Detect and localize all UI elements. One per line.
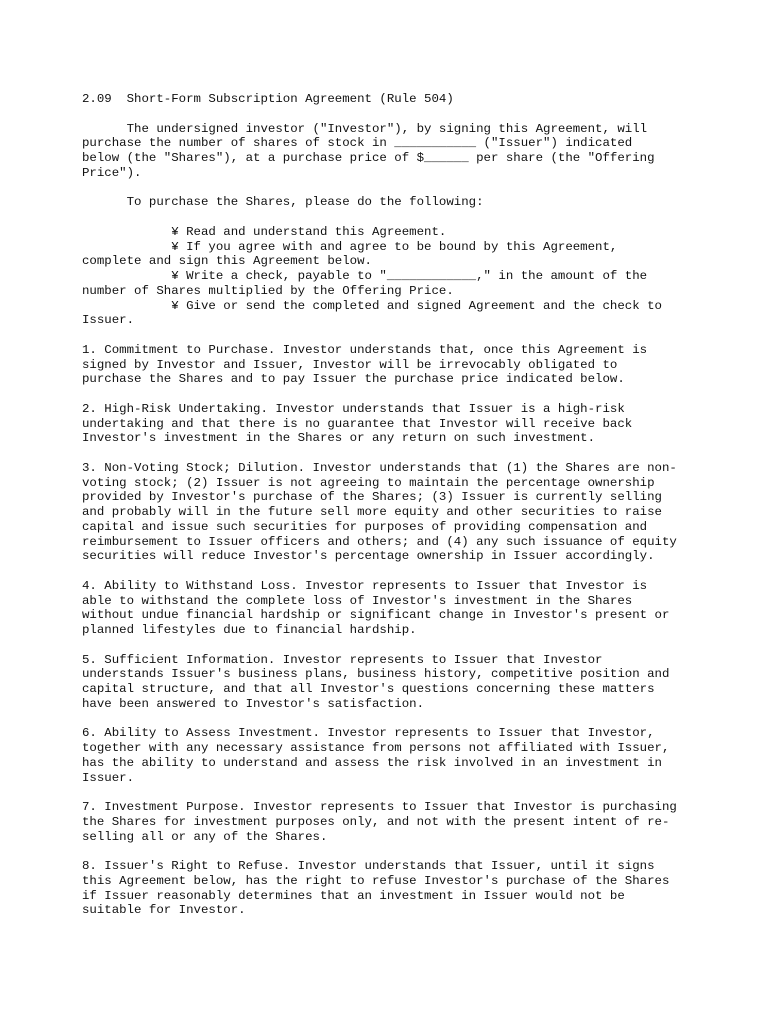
spacer [82,712,742,727]
section-line: voting stock; (2) Issuer is not agreeing to maintain the percentage ownership [82,475,655,490]
instruction-line: number of Shares multiplied by the Offering Price. [82,283,454,298]
section-line: planned lifestyles due to financial hardship. [82,623,417,637]
section-line: able to withstand the complete loss of Investor's investment in the Shares [82,593,633,608]
spacer [82,328,742,343]
section-line: capital structure, and that all Investor's questions concerning these matters [82,682,655,696]
section-line: capital and issue such securities for purposes of providing compensation and [82,519,648,534]
spacer [82,446,742,461]
section-4-withstand-loss [82,579,742,638]
section-line: the Shares for investment purposes only, and not with the present intent of re- [82,814,670,829]
section-3-non-voting [82,461,742,564]
section-line: if Issuer reasonably determines that an investment in Issuer would not be [82,888,625,903]
spacer [82,785,742,800]
spacer [82,844,742,859]
section-6-assess-investment [82,726,742,785]
section-line: purchase the Shares and to pay Issuer the purchase price indicated below. [82,372,625,387]
intro-line: The undersigned investor ("Investor"), by signing this Agreement, will [82,121,648,136]
section-2-high-risk [82,402,742,446]
intro-line: Price"). [82,165,142,180]
spacer [82,564,742,579]
section-1-commitment [82,343,742,387]
section-line: together with any necessary assistance from persons not affiliated with Issuer, [82,741,670,755]
instruction-line: ¥ Give or send the completed and signed Agreement and the check to [82,298,662,313]
section-line: has the ability to understand and assess the risk involved in an investment in [82,755,662,770]
section-line: 6. Ability to Assess Investment. Investor represents to Issuer that Investor, [82,726,655,741]
section-line: selling all or any of the Shares. [82,829,328,844]
section-line: provided by Investor's purchase of the Shares; (3) Issuer is currently selling [82,490,662,505]
section-line: 7. Investment Purpose. Investor represents to Issuer that Investor is purchasing [82,800,677,814]
instructions-lead: To purchase the Shares, please do the following: [82,195,484,210]
section-line: reimbursement to Issuer officers and others; and (4) any such issuance of equity [82,534,677,549]
spacer [82,107,742,122]
instruction-line: complete and sign this Agreement below. [82,254,372,269]
section-line: 8. Issuer's Right to Refuse. Investor understands that Issuer, until it signs [82,859,655,873]
spacer [82,638,742,653]
intro-line: below (the "Shares"), at a purchase price of $______ per share (the "Offering [82,151,655,165]
section-line: without undue financial hardship or significant change in Investor's present or [82,608,670,623]
section-line: 4. Ability to Withstand Loss. Investor represents to Issuer that Investor is [82,578,648,593]
instruction-line: ¥ Write a check, payable to "____________," in the amount of the [82,269,648,283]
section-5-sufficient-information [82,653,742,712]
instruction-line: ¥ Read and understand this Agreement. [82,224,447,239]
section-line: 1. Commitment to Purchase. Investor understands that, once this Agreement is [82,342,648,357]
spacer [82,387,742,402]
section-line: signed by Investor and Issuer, Investor will be irrevocably obligated to [82,357,618,372]
document-heading: 2.09 Short-Form Subscription Agreement (Rule 504) [82,92,454,106]
section-line: 5. Sufficient Information. Investor represents to Issuer that Investor [82,652,603,667]
section-line: and probably will in the future sell more equity and other securities to raise [82,505,662,519]
instruction-line: Issuer. [82,313,135,328]
section-line: undertaking and that there is no guarantee that Investor will receive back [82,416,633,431]
section-line: 3. Non-Voting Stock; Dilution. Investor understands that (1) the Shares are non- [82,460,677,475]
instruction-line: ¥ If you agree with and agree to be bound by this Agreement, [82,239,618,254]
spacer [82,210,742,225]
section-line: understands Issuer's business plans, business history, competitive position and [82,667,670,682]
intro-line: purchase the number of shares of stock in ___________ ("Issuer") indicated [82,136,633,151]
section-line: have been answered to Investor's satisfaction. [82,696,425,711]
section-line: 2. High-Risk Undertaking. Investor understands that Issuer is a high-risk [82,401,625,416]
section-7-investment-purpose [82,800,742,844]
intro-paragraph [82,122,742,181]
section-line: this Agreement below, has the right to refuse Investor's purchase of the Shares [82,873,670,888]
spacer [82,181,742,196]
section-line: Issuer. [82,770,135,785]
section-8-right-to-refuse [82,859,742,918]
section-line: suitable for Investor. [82,903,246,918]
document-page [82,92,742,918]
section-line: securities will reduce Investor's percentage ownership in Issuer accordingly. [82,549,655,564]
section-line: Investor's investment in the Shares or any return on such investment. [82,431,596,446]
instructions-list [82,225,742,328]
